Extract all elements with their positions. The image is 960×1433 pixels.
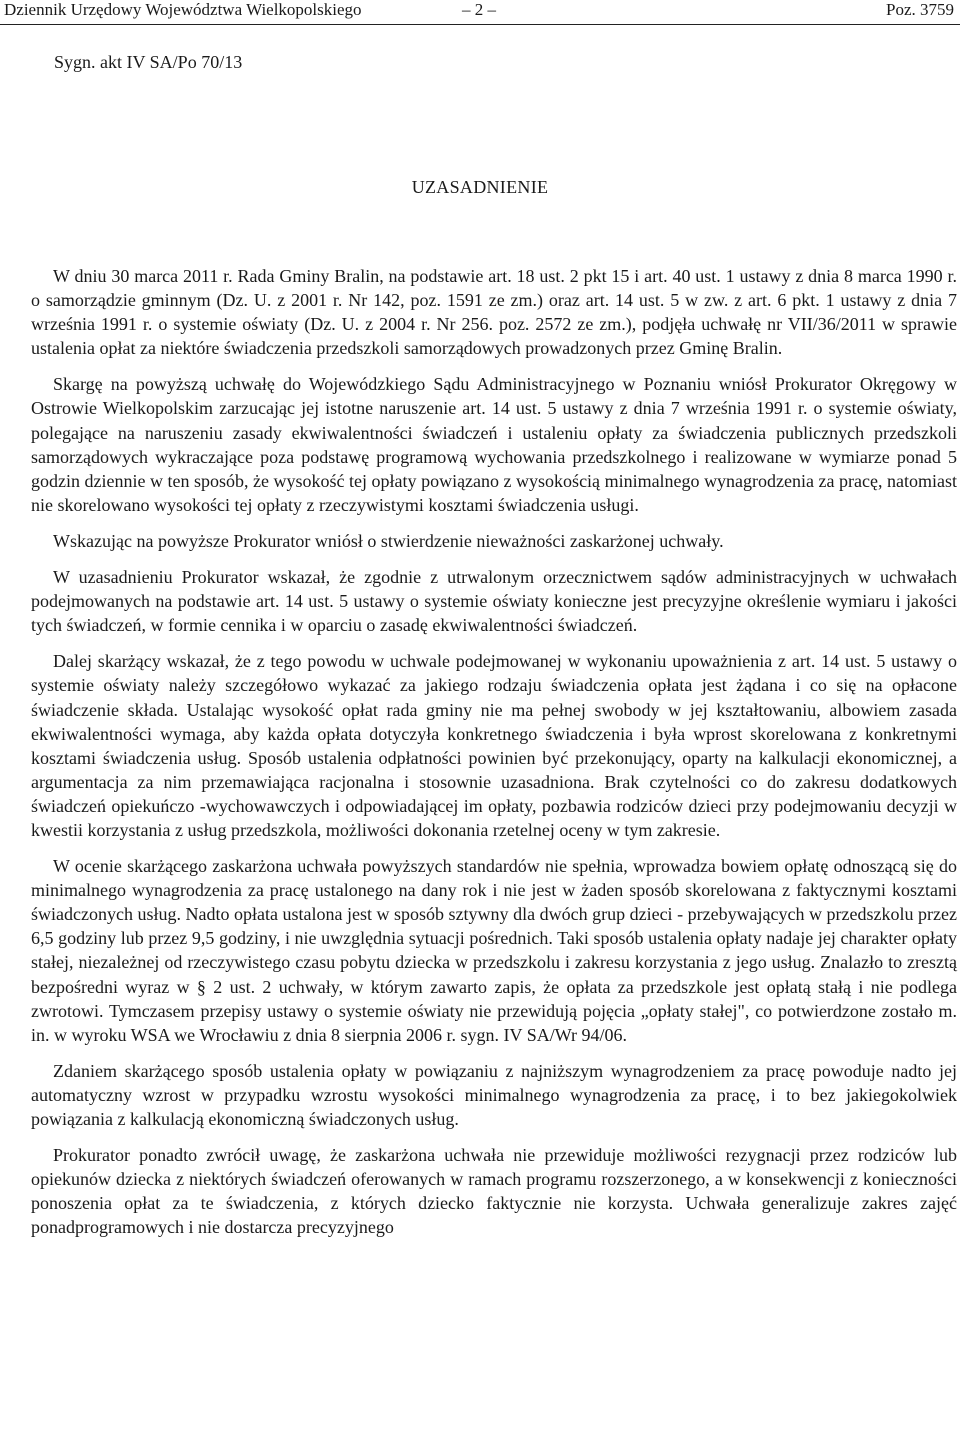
document-title: UZASADNIENIE xyxy=(411,177,549,197)
paragraph: W uzasadnieniu Prokurator wskazał, że zgodnie z utrwalonym orzecznictwem sądów administracyjnych w uchwałach podejmowanych na podstawie art. 14 ust. 5 ustawy o systemie oświaty konieczne jest precyzyjne określenie wymiaru i jakości tych świadczeń, w formie cennika i w oparciu o zasadę ekwiwalentności świadczeń. xyxy=(31,567,957,636)
paragraph: Zdaniem skarżącego sposób ustalenia opłaty w powiązaniu z najniższym wynagrodzeniem za pracę powoduje nadto jej automatyczny wzrost w przypadku wzrostu wysokości minimalnego wynagrodzenia za pracę, i to bez jakiegokolwiek powiązania z kalkulacją ekonomiczną świadczonych usług. xyxy=(31,1060,957,1129)
paragraph: W ocenie skarżącego zaskarżona uchwała powyższych standardów nie spełnia, wprowadza bowiem opłatę odnoszącą się do minimalnego wynagrodzenia za pracę ustalonego na dany rok i nie jest w żaden sposób skorelowana z faktycznymi kosztami świadczonych usług. Nadto opłata ustalona jest w sposób sztywny dla dwóch grup dzieci - przebywających w przedszkolu przez 6,5 godziny lub przez 9,5 godziny, i nie uwzględnia sytuacji pośrednich. Taki sposób ustalenia opłaty nadaje jej charakter opłaty stałej, niezależnej od rzeczywistego czasu pobytu dziecka w przedszkolu i zakresu korzystania z jego usług. Znalazło to zresztą bezpośredni wyraz w § 2 ust. 2 uchwały, w którym zawarto zapis, że opłata za przedszkole jest opłatą stałą i nie podlega zwrotowi. Tymczasem przepisy ustawy o systemie oświaty nie przewidują pojęcia „opłaty stałej", co potwierdzone zostało m. in. w wyroku WSA we Wrocławiu z dnia 8 sierpnia 2006 r. sygn. IV SA/Wr 94/06. xyxy=(31,856,957,1045)
page-header xyxy=(0,0,960,25)
journal-title: Dziennik Urzędowy Województwa Wielkopolskiego xyxy=(4,0,362,19)
document-body xyxy=(31,264,957,1251)
paragraph: Skargę na powyższą uchwałę do Wojewódzkiego Sądu Administracyjnego w Poznaniu wniósł Prokurator Okręgowy w Ostrowie Wielkopolskim zarzucając jej istotne naruszenie art. 14 ust. 5 ustawy z dnia 7 września 1991 r. o systemie oświaty, polegające na naruszeniu zasady ekwiwalentności świadczeń i ustaleniu opłaty za świadczenia publicznych przedszkoli samorządowych wykraczające poza podstawę programową wychowania przedszkolnego i realizowane w wymiarze ponad 5 godzin dziennie w ten sposób, że wysokość tej opłaty powiązano z wysokością minimalnego wynagrodzenia za pracę, natomiast nie skorelowano wysokości tej opłaty z rzeczywistymi kosztami świadczenia usługi. xyxy=(31,374,957,515)
paragraph: Wskazując na powyższe Prokurator wniósł o stwierdzenie nieważności zaskarżonej uchwały. xyxy=(53,530,724,551)
paragraph: Dalej skarżący wskazał, że z tego powodu w uchwale podejmowanej w wykonaniu upoważnienia z art. 14 ust. 5 ustawy o systemie oświaty należy szczegółowo wykazać za jakiego rodzaju świadczenia opłata jest żądana i co się na opłacone świadczenie składa. Ustalając wysokość opłat rada gminy nie ma pełnej swobody w jej kształtowaniu, albowiem zasada ekwiwalentności wymaga, aby każda opłata dotyczyła konkretnego świadczenia i była wprost skorelowana z konkretnymi kosztami świadczenia usług. Sposób ustalenia odpłatności powinien być przekonujący, oparty na kalkulacji ekonomicznej, a argumentacja za nim przemawiająca racjonalna i stosownie uzasadniona. Brak czytelności co do zakresu dodatkowych świadczeń opiekuńczo -wychowawczych i odpowiadającej im opłaty, pozbawia rodziców dzieci przy podejmowaniu decyzji w kwestii korzystania z usług przedszkola, możliwości dokonania rzetelnej oceny w tym zakresie. xyxy=(31,651,957,840)
item-number: Poz. 3759 xyxy=(886,0,954,19)
page-number: – 2 – xyxy=(462,0,496,19)
paragraph: W dniu 30 marca 2011 r. Rada Gminy Bralin, na podstawie art. 18 ust. 2 pkt 15 i art. 40 ust. 1 ustawy z dnia 8 marca 1990 r. o samorządzie gminnym (Dz. U. z 2001 r. Nr 142, poz. 1591 ze zm.) oraz art. 14 ust. 5 w zw. z art. 6 pkt. 1 ustawy z dnia 7 września 1991 r. o systemie oświaty (Dz. U. z 2004 r. Nr 256. poz. 2572 ze zm.), podjęła uchwałę nr VII/36/2011 w sprawie ustalenia opłat za niektóre świadczenia przedszkoli samorządowych prowadzonych przez Gminę Bralin. xyxy=(31,266,957,359)
case-signature: Sygn. akt IV SA/Po 70/13 xyxy=(54,52,243,72)
paragraph: Prokurator ponadto zwrócił uwagę, że zaskarżona uchwała nie przewiduje możliwości rezygnacji przez rodziców lub opiekunów dziecka z niektórych świadczeń oferowanych w ramach programu rozszerzonego, a w konsekwencji z konieczności ponoszenia opłat za te świadczenia, z których dziecko faktycznie nie korzysta. Uchwała generalizuje zakres zajęć ponadprogramowych i nie dostarcza precyzyjnego xyxy=(31,1145,957,1238)
